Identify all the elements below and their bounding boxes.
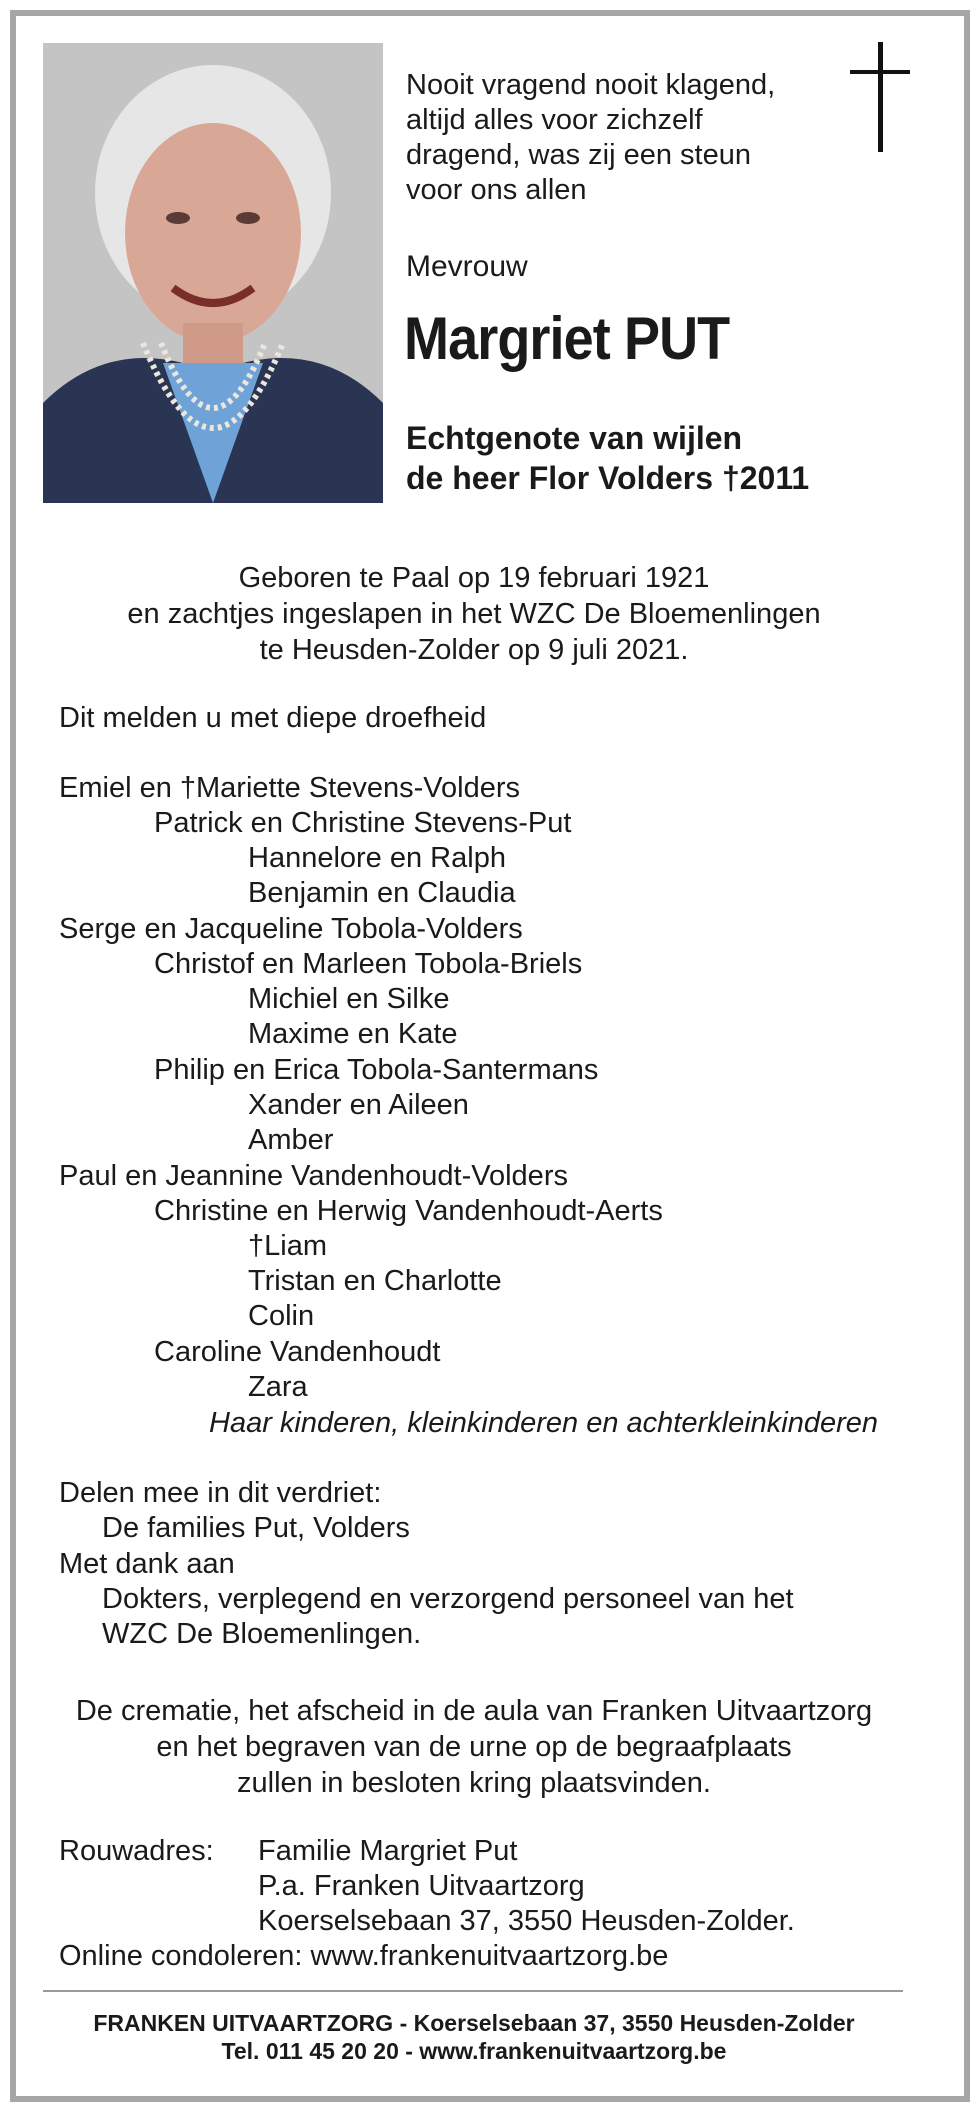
- family-line: Tristan en Charlotte: [248, 1265, 502, 1297]
- thanks-line: Dokters, verplegend en verzorgend personeel van het: [102, 1583, 794, 1615]
- birth-line: Geboren te Paal op 19 februari 1921: [238, 562, 710, 594]
- family-line: Michiel en Silke: [248, 983, 450, 1015]
- spouse-line: de heer Flor Volders †2011: [406, 460, 810, 496]
- birth-line: te Heusden-Zolder op 9 juli 2021.: [259, 634, 689, 666]
- family-line: †Liam: [248, 1230, 327, 1262]
- family-line: Paul en Jeannine Vandenhoudt-Volders: [59, 1160, 568, 1192]
- family-line: Xander en Aileen: [248, 1089, 469, 1121]
- deceased-name: Margriet PUT: [404, 305, 730, 372]
- verse-line: dragend, was zij een steun: [406, 139, 751, 171]
- family-line: Maxime en Kate: [248, 1018, 458, 1050]
- family-line: Serge en Jacqueline Tobola-Volders: [59, 913, 523, 945]
- address-label: Rouwadres:: [59, 1835, 214, 1867]
- family-line: Zara: [248, 1371, 308, 1403]
- portrait-photo: [43, 43, 383, 503]
- ceremony-line: zullen in besloten kring plaatsvinden.: [237, 1767, 711, 1799]
- thanks-header: Met dank aan: [59, 1548, 235, 1580]
- family-line: Caroline Vandenhoudt: [154, 1336, 441, 1368]
- family-line: Philip en Erica Tobola-Santermans: [154, 1054, 599, 1086]
- family-line: Benjamin en Claudia: [248, 877, 516, 909]
- verse-line: Nooit vragend nooit klagend,: [406, 69, 776, 101]
- honorific: Mevrouw: [406, 250, 528, 283]
- verse-line: altijd alles voor zichzelf: [406, 104, 703, 136]
- birth-death-info: [0, 560, 948, 668]
- footer-line: Tel. 011 45 20 20 - www.frankenuitvaartzorg.be: [221, 2038, 727, 2064]
- spouse-line: Echtgenote van wijlen: [406, 420, 743, 456]
- address-line: P.a. Franken Uitvaartzorg: [258, 1870, 585, 1902]
- family-line: Patrick en Christine Stevens-Put: [154, 807, 572, 839]
- family-line: Christof en Marleen Tobola-Briels: [154, 948, 583, 980]
- footer-line: FRANKEN UITVAARTZORG - Koerselsebaan 37, 3550 Heusden-Zolder: [93, 2010, 855, 2036]
- cross-icon: [850, 42, 910, 152]
- family-line: Hannelore en Ralph: [248, 842, 506, 874]
- verse-line: voor ons allen: [406, 174, 587, 206]
- address-line: Koerselsebaan 37, 3550 Heusden-Zolder.: [258, 1905, 795, 1937]
- family-signoff: Haar kinderen, kleinkinderen en achterkleinkinderen: [209, 1407, 879, 1439]
- birth-line: en zachtjes ingeslapen in het WZC De Bloemenlingen: [127, 598, 821, 630]
- share-families: De families Put, Volders: [102, 1512, 410, 1544]
- ceremony-line: De crematie, het afscheid in de aula van Franken Uitvaartzorg: [75, 1695, 873, 1727]
- footer: [0, 2009, 948, 2065]
- footer-divider: [43, 1990, 903, 1992]
- address-line: Familie Margriet Put: [258, 1835, 518, 1867]
- share-header: Delen mee in dit verdriet:: [59, 1477, 382, 1509]
- family-line: Emiel en †Mariette Stevens-Volders: [59, 772, 520, 804]
- spouse-info: [406, 418, 809, 498]
- ceremony-line: en het begraven van de urne op de begraafplaats: [156, 1731, 792, 1763]
- family-line: Amber: [248, 1124, 334, 1156]
- thanks-line: WZC De Bloemenlingen.: [102, 1618, 422, 1650]
- announcement: Dit melden u met diepe droefheid: [59, 702, 487, 734]
- family-line: Christine en Herwig Vandenhoudt-Aerts: [154, 1195, 663, 1227]
- verse: [406, 68, 826, 208]
- ceremony-info: [0, 1693, 948, 1801]
- family-line: Colin: [248, 1300, 315, 1332]
- online-condolence: Online condoleren: www.frankenuitvaartzorg.be: [59, 1940, 669, 1972]
